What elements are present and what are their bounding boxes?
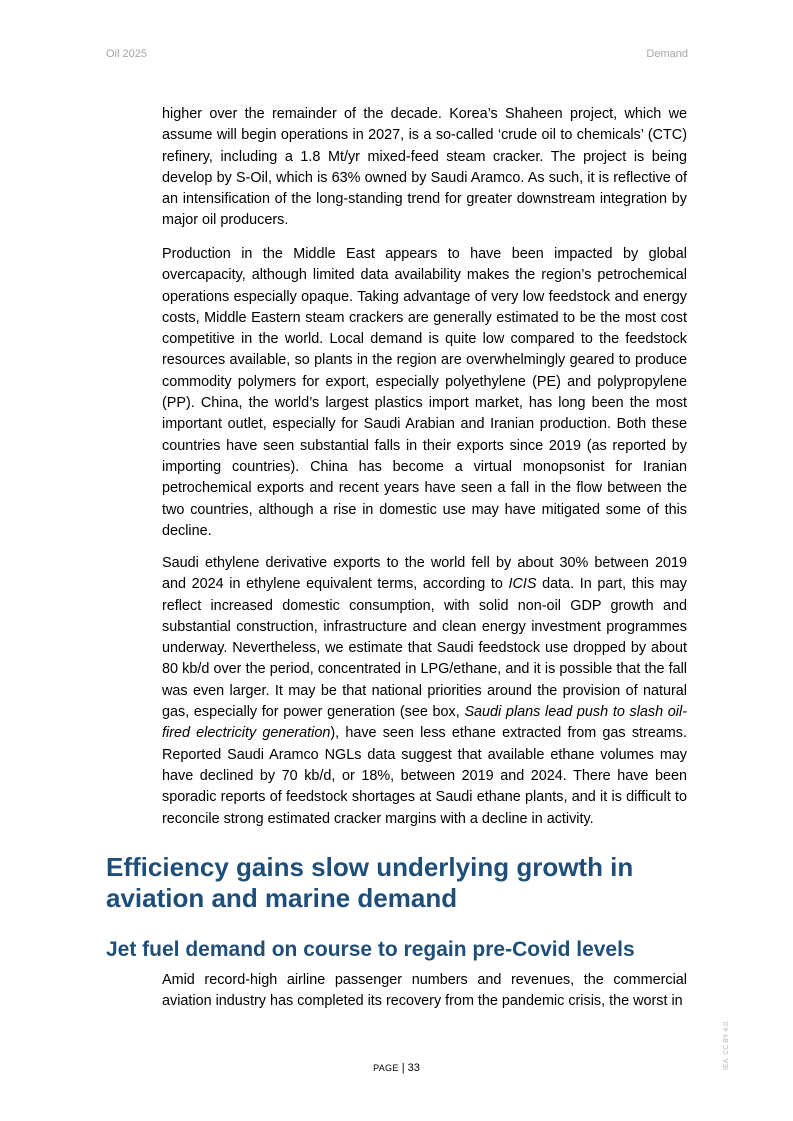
text-run: ), have seen less ethane extracted from gas streams. Reported Saudi Aramco NGLs data suggest that available ethane volumes may have declined by 70 kb/d, or 18%, between 2019 and 2024. There have been sporadic reports of feedstock shortages at Saudi ethane plants, and it is difficult to reconcile strong estimated cracker margins with a decline in activity.	[162, 725, 687, 827]
body-paragraph-2-container	[162, 244, 687, 542]
body-paragraph: higher over the remainder of the decade. Korea’s Shaheen project, which we assume will begin operations in 2027, is a so-called ‘crude oil to chemicals’ (CTC) refinery, including a 1.8 Mt/yr mixed-feed steam cracker. The project is being develop by S-Oil, which is 63% owned by Saudi Aramco. As such, it is reflective of an intensification of the long-standing trend for greater downstream integration by major oil producers.	[162, 106, 687, 229]
body-paragraph: Amid record-high airline passenger numbers and revenues, the commercial aviation industry has completed its recovery from the pandemic crisis, the worst in	[162, 972, 687, 1010]
page-separator: |	[398, 1062, 408, 1074]
source-name-italic: ICIS	[508, 576, 537, 593]
body-paragraph-4-container	[162, 970, 687, 1013]
body-paragraph	[162, 553, 687, 830]
box-reference-italic: Saudi plans lead push to slash oil-fired electricity generation	[162, 704, 687, 742]
license-note: IEA. CC BY 4.0.	[723, 1019, 730, 1070]
subsection-heading: Jet fuel demand on course to regain pre-Covid levels	[106, 938, 635, 961]
body-paragraph-1-container	[162, 104, 687, 232]
page-footer	[0, 1062, 793, 1074]
section-heading: Efficiency gains slow underlying growth in aviation and marine demand	[106, 852, 634, 913]
body-paragraph: Production in the Middle East appears to have been impacted by global overcapacity, although limited data availability makes the region’s petrochemical operations especially opaque. Taking advantage of very low feedstock and energy costs, Middle Eastern steam crackers are generally estimated to be the most cost competitive in the world. Local demand is quite low compared to the feedstock resources available, so plants in the region are overwhelmingly geared to produce commodity polymers for export, especially polyethylene (PE) and polypropylene (PP). China, the world’s largest plastics import market, has long been the most important outlet, especially for Saudi Arabian and Iranian production. Both these countries have seen substantial falls in their exports since 2019 (as reported by importing countries). China has become a virtual monopsonist for Iranian petrochemical exports and recent years have seen a fall in the flow between the two countries, although a rise in domestic use may have mitigated some of this decline.	[162, 246, 687, 539]
running-header-left: Oil 2025	[106, 48, 147, 60]
page-label: PAGE	[373, 1063, 399, 1073]
running-header-right: Demand	[646, 48, 688, 60]
text-run: data. In part, this may reflect increased domestic consumption, with solid non-oil GDP growth and substantial construction, infrastructure and clean energy investment programmes underway. Nevertheless, we estimate that Saudi feedstock use dropped by about 80 kb/d over the period, concentrated in LPG/ethane, and it is possible that the fall was even larger. It may be that national priorities around the provision of natural gas, especially for power generation (see box,	[162, 576, 687, 721]
page-number: 33	[407, 1062, 420, 1074]
body-paragraph-3-container	[162, 553, 687, 830]
text-run: Saudi ethylene derivative exports to the world fell by about 30% between 2019 and 2024 in ethylene equivalent terms, according to	[162, 555, 687, 593]
